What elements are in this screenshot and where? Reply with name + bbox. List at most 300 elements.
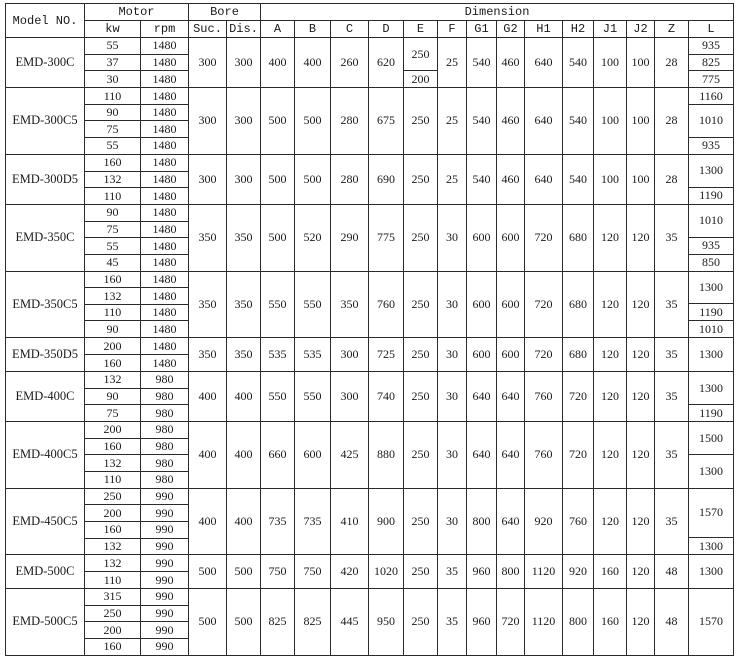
model-cell: EMD-450C5: [6, 488, 85, 555]
motor-rpm-cell: 1480: [141, 288, 189, 305]
dim-e-value: 200: [404, 70, 437, 87]
dim-c-cell: 410: [331, 488, 369, 555]
dim-l-value: 1300: [699, 564, 723, 579]
dim-a-cell: 500: [261, 204, 295, 271]
dim-l-value: 775: [689, 70, 733, 87]
dim-z-cell: 28: [655, 154, 689, 204]
motor-kw-cell: 160: [85, 154, 141, 171]
dim-h1-cell: 640: [525, 88, 563, 155]
dim-g1-cell: 640: [467, 371, 497, 421]
dim-suc-cell: 300: [189, 88, 227, 155]
dim-d-cell: 1020: [369, 555, 404, 589]
motor-rpm-cell: 1480: [141, 71, 189, 88]
dim-j2-cell: 100: [627, 38, 655, 88]
motor-rpm-cell: 990: [141, 589, 189, 606]
dim-suc-cell: 300: [189, 38, 227, 88]
motor-rpm-cell: 1480: [141, 321, 189, 338]
motor-kw-cell: 160: [85, 355, 141, 372]
motor-kw-cell: 110: [85, 88, 141, 105]
dim-suc-cell: 500: [189, 589, 227, 656]
dim-c-cell: 260: [331, 38, 369, 88]
model-cell: EMD-400C5: [6, 422, 85, 489]
dim-z-cell: 48: [655, 555, 689, 589]
dim-suc-cell: 350: [189, 338, 227, 372]
motor-kw-cell: 200: [85, 622, 141, 639]
dim-g2-cell: 640: [497, 371, 525, 421]
dim-j2-cell: 100: [627, 154, 655, 204]
dim-b-cell: 550: [295, 271, 331, 338]
dim-b-cell: 750: [295, 555, 331, 589]
header-dim-f: F: [438, 21, 467, 38]
dim-g2-cell: 640: [497, 488, 525, 555]
dim-d-cell: 690: [369, 154, 404, 204]
motor-rpm-cell: 980: [141, 422, 189, 439]
table-row: [6, 422, 734, 439]
dim-j1-cell: 160: [594, 555, 627, 589]
dim-j1-cell: 120: [594, 271, 627, 338]
table-row: [6, 589, 734, 606]
dim-g1-cell: 540: [467, 88, 497, 155]
dim-h1-cell: 1120: [525, 589, 563, 656]
dim-l-cell: [689, 338, 734, 372]
dim-h1-cell: 760: [525, 422, 563, 489]
dim-z-cell: 35: [655, 204, 689, 271]
motor-kw-cell: 55: [85, 238, 141, 255]
dim-l-cell: [689, 488, 734, 555]
dim-l-value: 850: [689, 254, 733, 271]
dim-dis-cell: 400: [227, 371, 261, 421]
dim-l-value: 935: [689, 137, 733, 154]
dim-l-value: 1010: [689, 104, 733, 137]
motor-rpm-cell: 990: [141, 538, 189, 555]
dim-suc-cell: 300: [189, 154, 227, 204]
dim-z-cell: 35: [655, 271, 689, 338]
dim-b-cell: 400: [295, 38, 331, 88]
motor-kw-cell: 250: [85, 605, 141, 622]
dim-c-cell: 425: [331, 422, 369, 489]
motor-kw-cell: 160: [85, 271, 141, 288]
motor-kw-cell: 200: [85, 505, 141, 522]
motor-rpm-cell: 1480: [141, 104, 189, 121]
motor-rpm-cell: 1480: [141, 88, 189, 105]
motor-rpm-cell: 1480: [141, 338, 189, 355]
dim-j2-cell: 120: [627, 422, 655, 489]
motor-rpm-cell: 990: [141, 522, 189, 539]
dim-b-cell: 600: [295, 422, 331, 489]
dim-h2-cell: 720: [563, 371, 594, 421]
header-dim-g2: G2: [497, 21, 525, 38]
dim-g2-cell: 720: [497, 589, 525, 656]
header-dim-j1: J1: [594, 21, 627, 38]
dim-j1-cell: 120: [594, 422, 627, 489]
motor-rpm-cell: 1480: [141, 171, 189, 188]
motor-kw-cell: 90: [85, 104, 141, 121]
motor-rpm-cell: 990: [141, 605, 189, 622]
dim-l-value: 1500: [699, 430, 723, 445]
dim-l-cell: [689, 88, 734, 155]
dim-z-cell: 48: [655, 589, 689, 656]
motor-kw-cell: 132: [85, 288, 141, 305]
dim-j2-cell: 120: [627, 488, 655, 555]
dim-h1-cell: 760: [525, 371, 563, 421]
dim-l-cell: [689, 371, 734, 421]
dim-c-cell: 290: [331, 204, 369, 271]
table-row: [6, 204, 734, 221]
dim-l-value: 825: [689, 54, 733, 71]
dim-h1-cell: 720: [525, 338, 563, 372]
header-suc: Suc.: [189, 21, 227, 38]
motor-kw-cell: 132: [85, 455, 141, 472]
dim-j1-cell: 120: [594, 488, 627, 555]
motor-rpm-cell: 990: [141, 488, 189, 505]
dim-l-value: 1570: [699, 614, 723, 629]
dim-dis-cell: 300: [227, 38, 261, 88]
spec-table-container: [5, 3, 734, 656]
table-header: [6, 4, 734, 38]
dim-a-cell: 750: [261, 555, 295, 589]
dim-a-cell: 550: [261, 371, 295, 421]
dim-l-value: 1300: [689, 454, 733, 487]
motor-kw-cell: 200: [85, 422, 141, 439]
dim-j1-cell: 120: [594, 204, 627, 271]
header-dim-h1: H1: [525, 21, 563, 38]
motor-rpm-cell: 980: [141, 472, 189, 489]
motor-kw-cell: 90: [85, 204, 141, 221]
dim-g2-cell: 460: [497, 38, 525, 88]
dim-d-cell: 775: [369, 204, 404, 271]
motor-kw-cell: 45: [85, 254, 141, 271]
dim-e-cell: 250: [404, 555, 438, 589]
dim-dis-cell: 300: [227, 154, 261, 204]
dim-l-value: 1300: [689, 537, 733, 554]
dim-d-cell: 725: [369, 338, 404, 372]
table-row: [6, 488, 734, 505]
dim-f-cell: 35: [438, 555, 467, 589]
motor-kw-cell: 132: [85, 171, 141, 188]
dim-e-cell: 250: [404, 371, 438, 421]
header-kw: kw: [85, 21, 141, 38]
dim-d-cell: 760: [369, 271, 404, 338]
dim-z-cell: 35: [655, 338, 689, 372]
dim-h2-cell: 800: [563, 589, 594, 656]
dim-l-value: 935: [689, 237, 733, 254]
table-row: [6, 154, 734, 171]
dim-f-cell: 25: [438, 38, 467, 88]
dim-b-cell: 735: [295, 488, 331, 555]
header-dim-c: C: [331, 21, 369, 38]
dim-h2-cell: 540: [563, 154, 594, 204]
motor-kw-cell: 110: [85, 304, 141, 321]
motor-kw-cell: 37: [85, 54, 141, 71]
motor-kw-cell: 160: [85, 438, 141, 455]
model-cell: EMD-350D5: [6, 338, 85, 372]
dim-f-cell: 30: [438, 488, 467, 555]
motor-rpm-cell: 1480: [141, 254, 189, 271]
dim-h2-cell: 920: [563, 555, 594, 589]
dim-f-cell: 30: [438, 204, 467, 271]
dim-g1-cell: 960: [467, 589, 497, 656]
dim-c-cell: 280: [331, 88, 369, 155]
motor-kw-cell: 75: [85, 121, 141, 138]
model-cell: EMD-500C5: [6, 589, 85, 656]
dim-h1-cell: 720: [525, 271, 563, 338]
motor-rpm-cell: 980: [141, 388, 189, 405]
dim-e-cell: [404, 38, 438, 88]
model-cell: EMD-400C: [6, 371, 85, 421]
dim-z-cell: 35: [655, 371, 689, 421]
dim-h2-cell: 720: [563, 422, 594, 489]
dim-j2-cell: 120: [627, 371, 655, 421]
table-row: [6, 271, 734, 288]
dim-g1-cell: 600: [467, 204, 497, 271]
motor-rpm-cell: 990: [141, 572, 189, 589]
motor-kw-cell: 55: [85, 138, 141, 155]
dim-l-value: 1300: [699, 279, 723, 294]
dim-f-cell: 35: [438, 589, 467, 656]
motor-kw-cell: 200: [85, 338, 141, 355]
dim-g2-cell: 800: [497, 555, 525, 589]
dim-d-cell: 675: [369, 88, 404, 155]
dim-b-cell: 500: [295, 88, 331, 155]
dim-g2-cell: 600: [497, 204, 525, 271]
motor-rpm-cell: 1480: [141, 355, 189, 372]
dim-g1-cell: 960: [467, 555, 497, 589]
dim-a-cell: 500: [261, 88, 295, 155]
motor-rpm-cell: 1480: [141, 138, 189, 155]
dim-l-value: 1160: [699, 88, 723, 103]
dim-j2-cell: 100: [627, 88, 655, 155]
dim-z-cell: 35: [655, 488, 689, 555]
header-motor: Motor: [85, 4, 189, 21]
dim-j1-cell: 100: [594, 88, 627, 155]
motor-rpm-cell: 980: [141, 371, 189, 388]
pump-dimension-table: [5, 3, 734, 656]
dim-j2-cell: 120: [627, 555, 655, 589]
dim-d-cell: 740: [369, 371, 404, 421]
motor-kw-cell: 30: [85, 71, 141, 88]
dim-g2-cell: 460: [497, 88, 525, 155]
dim-e-cell: 250: [404, 589, 438, 656]
motor-rpm-cell: 1480: [141, 204, 189, 221]
motor-rpm-cell: 1480: [141, 188, 189, 205]
dim-c-cell: 300: [331, 338, 369, 372]
motor-rpm-cell: 980: [141, 455, 189, 472]
table-body: [6, 38, 734, 656]
motor-rpm-cell: 1480: [141, 271, 189, 288]
motor-kw-cell: 160: [85, 639, 141, 656]
dim-j2-cell: 120: [627, 204, 655, 271]
dim-l-value: 1190: [689, 404, 733, 421]
dim-h1-cell: 640: [525, 38, 563, 88]
dim-d-cell: 950: [369, 589, 404, 656]
motor-kw-cell: 132: [85, 555, 141, 572]
dim-a-cell: 400: [261, 38, 295, 88]
header-dim-h2: H2: [563, 21, 594, 38]
dim-c-cell: 280: [331, 154, 369, 204]
dim-l-cell: [689, 555, 734, 589]
motor-rpm-cell: 990: [141, 505, 189, 522]
dim-c-cell: 420: [331, 555, 369, 589]
header-dim-b: B: [295, 21, 331, 38]
model-cell: EMD-500C: [6, 555, 85, 589]
dim-g1-cell: 800: [467, 488, 497, 555]
motor-kw-cell: 90: [85, 388, 141, 405]
dim-l-cell: [689, 271, 734, 338]
dim-f-cell: 30: [438, 271, 467, 338]
dim-suc-cell: 350: [189, 271, 227, 338]
dim-g2-cell: 460: [497, 154, 525, 204]
model-cell: EMD-350C: [6, 204, 85, 271]
dim-g1-cell: 600: [467, 338, 497, 372]
dim-e-cell: 250: [404, 422, 438, 489]
dim-l-value: 1010: [689, 320, 733, 337]
dim-g1-cell: 600: [467, 271, 497, 338]
dim-b-cell: 825: [295, 589, 331, 656]
dim-j2-cell: 120: [627, 589, 655, 656]
dim-g1-cell: 640: [467, 422, 497, 489]
model-cell: EMD-300C: [6, 38, 85, 88]
dim-h2-cell: 680: [563, 338, 594, 372]
dim-l-cell: [689, 204, 734, 271]
dim-e-cell: 250: [404, 271, 438, 338]
dim-l-value: 1300: [699, 163, 723, 178]
dim-h2-cell: 540: [563, 38, 594, 88]
dim-h1-cell: 1120: [525, 555, 563, 589]
header-rpm: rpm: [141, 21, 189, 38]
dim-z-cell: 28: [655, 38, 689, 88]
model-cell: EMD-300C5: [6, 88, 85, 155]
dim-a-cell: 660: [261, 422, 295, 489]
motor-kw-cell: 90: [85, 321, 141, 338]
dim-dis-cell: 400: [227, 422, 261, 489]
dim-dis-cell: 350: [227, 271, 261, 338]
motor-rpm-cell: 980: [141, 405, 189, 422]
dim-e-cell: 250: [404, 488, 438, 555]
motor-rpm-cell: 1480: [141, 304, 189, 321]
motor-kw-cell: 110: [85, 188, 141, 205]
dim-a-cell: 550: [261, 271, 295, 338]
motor-rpm-cell: 1480: [141, 221, 189, 238]
motor-rpm-cell: 980: [141, 438, 189, 455]
table-row: [6, 338, 734, 355]
dim-g2-cell: 640: [497, 422, 525, 489]
motor-rpm-cell: 1480: [141, 121, 189, 138]
dim-l-cell: [689, 422, 734, 489]
dim-e-cell: 250: [404, 338, 438, 372]
dim-h2-cell: 540: [563, 88, 594, 155]
dim-a-cell: 500: [261, 154, 295, 204]
dim-b-cell: 520: [295, 204, 331, 271]
header-dim-g1: G1: [467, 21, 497, 38]
dim-l-value: 1300: [699, 380, 723, 395]
dim-l-value: 1570: [699, 505, 723, 520]
header-model: Model NO.: [6, 4, 85, 38]
motor-kw-cell: 55: [85, 38, 141, 55]
dim-suc-cell: 400: [189, 488, 227, 555]
dim-suc-cell: 500: [189, 555, 227, 589]
dim-f-cell: 25: [438, 88, 467, 155]
motor-kw-cell: 75: [85, 405, 141, 422]
header-dimension: Dimension: [261, 4, 734, 21]
table-row: [6, 371, 734, 388]
motor-kw-cell: 160: [85, 522, 141, 539]
dim-e-cell: 250: [404, 88, 438, 155]
header-bore: Bore: [189, 4, 261, 21]
motor-kw-cell: 250: [85, 488, 141, 505]
motor-kw-cell: 132: [85, 371, 141, 388]
motor-kw-cell: 110: [85, 572, 141, 589]
dim-d-cell: 880: [369, 422, 404, 489]
header-dim-e: E: [404, 21, 438, 38]
dim-c-cell: 445: [331, 589, 369, 656]
dim-l-value: 1010: [699, 213, 723, 228]
dim-dis-cell: 500: [227, 589, 261, 656]
dim-j2-cell: 120: [627, 271, 655, 338]
dim-d-cell: 620: [369, 38, 404, 88]
dim-g2-cell: 600: [497, 338, 525, 372]
dim-suc-cell: 400: [189, 371, 227, 421]
dim-e-value: 250: [411, 46, 430, 61]
dim-l-value: 935: [702, 38, 720, 53]
dim-dis-cell: 350: [227, 338, 261, 372]
model-cell: EMD-350C5: [6, 271, 85, 338]
header-dim-j2: J2: [627, 21, 655, 38]
dim-h2-cell: 760: [563, 488, 594, 555]
dim-z-cell: 35: [655, 422, 689, 489]
dim-b-cell: 550: [295, 371, 331, 421]
motor-rpm-cell: 1480: [141, 38, 189, 55]
dim-dis-cell: 400: [227, 488, 261, 555]
dim-z-cell: 28: [655, 88, 689, 155]
dim-f-cell: 30: [438, 338, 467, 372]
motor-kw-cell: 315: [85, 589, 141, 606]
dim-b-cell: 500: [295, 154, 331, 204]
header-dim-a: A: [261, 21, 295, 38]
header-dis: Dis.: [227, 21, 261, 38]
motor-rpm-cell: 990: [141, 639, 189, 656]
motor-rpm-cell: 1480: [141, 54, 189, 71]
header-dim-d: D: [369, 21, 404, 38]
dim-f-cell: 30: [438, 422, 467, 489]
dim-h1-cell: 640: [525, 154, 563, 204]
dim-dis-cell: 300: [227, 88, 261, 155]
dim-suc-cell: 350: [189, 204, 227, 271]
dim-l-cell: [689, 589, 734, 656]
dim-a-cell: 735: [261, 488, 295, 555]
dim-j1-cell: 100: [594, 154, 627, 204]
dim-j2-cell: 120: [627, 338, 655, 372]
header-dim-l: L: [689, 21, 734, 38]
dim-j1-cell: 120: [594, 371, 627, 421]
dim-c-cell: 350: [331, 271, 369, 338]
dim-l-value: 1190: [689, 187, 733, 204]
dim-a-cell: 535: [261, 338, 295, 372]
dim-l-cell: [689, 154, 734, 204]
dim-e-cell: 250: [404, 154, 438, 204]
header-dim-z: Z: [655, 21, 689, 38]
dim-a-cell: 825: [261, 589, 295, 656]
model-cell: EMD-300D5: [6, 154, 85, 204]
dim-dis-cell: 350: [227, 204, 261, 271]
motor-rpm-cell: 990: [141, 622, 189, 639]
dim-f-cell: 30: [438, 371, 467, 421]
table-row: [6, 88, 734, 105]
dim-g1-cell: 540: [467, 38, 497, 88]
dim-f-cell: 25: [438, 154, 467, 204]
dim-l-value: 1300: [699, 347, 723, 362]
dim-h2-cell: 680: [563, 204, 594, 271]
dim-l-cell: [689, 38, 734, 88]
